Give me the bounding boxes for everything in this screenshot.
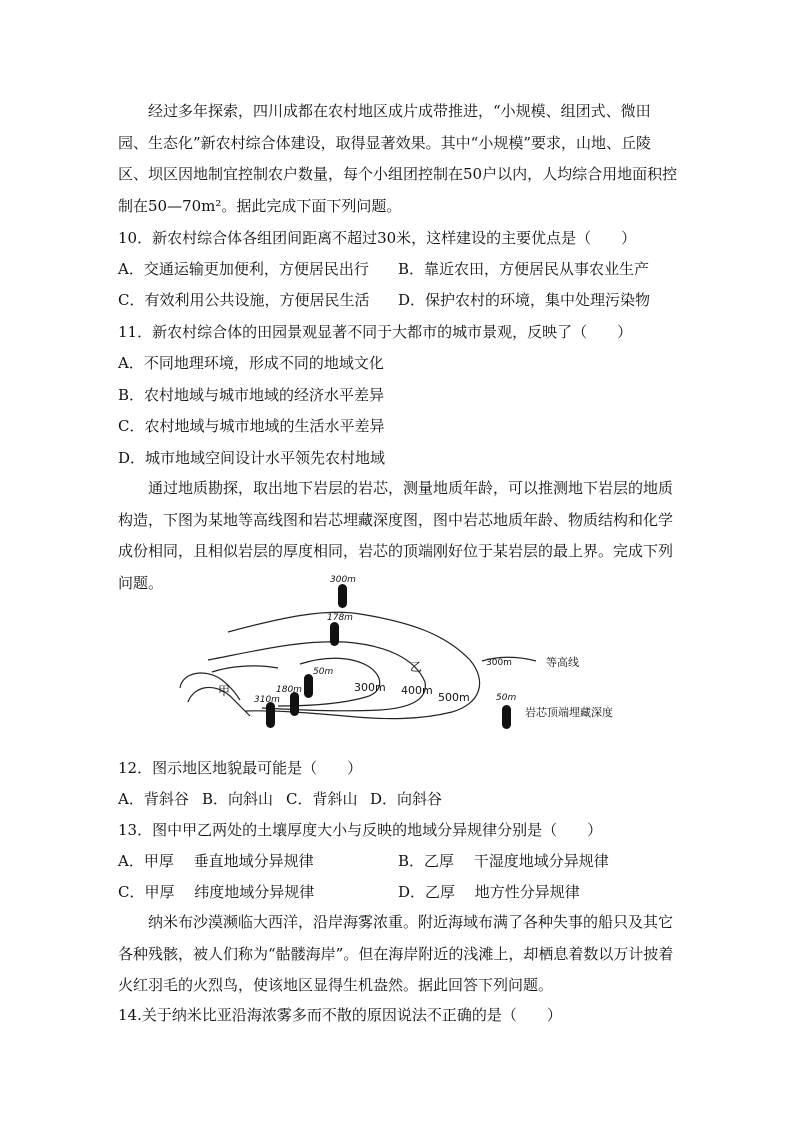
question-13-option-a[interactable]: A．甲厚 垂直地域分异规律 (118, 852, 314, 870)
question-11-stem: 11．新农村综合体的田园景观显著不同于大都市的城市景观，反映了（ ） (118, 323, 633, 341)
legend-contour-sample: 300m (486, 658, 512, 668)
question-12-option-c[interactable]: C．背斜山 (286, 790, 358, 808)
question-10-option-b[interactable]: B．靠近农田，方便居民从事农业生产 (398, 260, 650, 278)
question-13-stem: 13．图中甲乙两处的土壤厚度大小与反映的地域分异规律分别是（ ） (118, 821, 603, 839)
contour-core-figure (170, 570, 640, 740)
question-11-option-b[interactable]: B．农村地域与城市地域的经济水平差异 (118, 386, 385, 404)
place-label-jia: 甲 (218, 684, 231, 698)
question-13-option-b[interactable]: B．乙厚 干湿度地域分异规律 (398, 852, 609, 870)
core-sample-3 (304, 674, 313, 698)
core-label-5: 310m (254, 695, 280, 705)
legend-core-text: 岩芯顶端埋藏深度 (525, 706, 613, 719)
question-10-option-c[interactable]: C．有效利用公共设施，方便居民生活 (118, 291, 370, 309)
contour-label-500: 500m (438, 691, 470, 704)
question-12-option-b[interactable]: B．向斜山 (202, 790, 274, 808)
legend-core-sample: 50m (496, 693, 517, 703)
question-11-option-a[interactable]: A．不同地理环境，形成不同的地域文化 (118, 354, 384, 372)
question-13-option-c[interactable]: C．甲厚 纬度地域分异规律 (118, 883, 315, 901)
legend-contour-text: 等高线 (546, 656, 579, 669)
question-12-option-d[interactable]: D．向斜谷 (370, 790, 443, 808)
question-11-option-c[interactable]: C．农村地域与城市地域的生活水平差异 (118, 417, 385, 435)
question-10-option-d[interactable]: D．保护农村的环境，集中处理污染物 (398, 291, 651, 309)
core-label-2: 178m (327, 613, 353, 623)
core-sample-2 (330, 622, 339, 646)
core-sample-1 (338, 584, 347, 608)
core-sample-4 (290, 692, 299, 716)
contour-label-300: 300m (354, 681, 386, 694)
contour-map (170, 570, 640, 740)
core-sample-5 (266, 702, 275, 728)
legend-core-icon (502, 705, 511, 729)
core-label-4: 180m (276, 685, 302, 695)
passage-2: 通过地质勘探，取出地下岩层的岩芯，测量地质年龄，可以推测地下岩层的地质构造，下图为某地等高线图和岩芯埋藏深度图，图中岩芯地质年龄、物质结构和化学成份相同，且相似岩层的厚度相同，岩芯的顶端刚好位于某岩层的最上界。完成下列问题。 (118, 479, 674, 592)
passage-3: 纳米布沙漠濒临大西洋，沿岸海雾浓重。附近海域布满了各种失事的船只及其它各种残骸，被人们称为“骷髅海岸”。但在海岸附近的浅滩上，却栖息着数以万计披着火红羽毛的火烈鸟，使该地区显得生机盎然。据此回答下列问题。 (118, 913, 674, 994)
question-10-stem: 10．新农村综合体各组团间距离不超过30米，这样建设的主要优点是（ ） (118, 229, 637, 247)
core-label-1: 300m (330, 575, 356, 585)
question-11-option-d[interactable]: D．城市地域空间设计水平领先农村地域 (118, 449, 386, 467)
passage-1: 经过多年探索，四川成都在农村地区成片成带推进，“小规模、组团式、微田园、生态化”新农村综合体建设，取得显著效果。其中“小规模”要求，山地、丘陵区、坝区因地制宜控制农户数量，每个小组团控制在50户以内，人均综合用地面积控制在50—70m²。据此完成下面下列问题。 (118, 102, 678, 215)
question-10-option-a[interactable]: A．交通运输更加便利，方便居民出行 (118, 260, 369, 278)
question-14-stem: 14.关于纳米比亚沿海浓雾多而不散的原因说法不正确的是（ ） (118, 1006, 562, 1024)
place-label-yi: 乙 (410, 660, 423, 674)
contour-line-west-1 (212, 666, 278, 672)
question-13-option-d[interactable]: D．乙厚 地方性分异规律 (398, 883, 580, 901)
question-12-stem: 12．图示地区地貌最可能是（ ） (118, 759, 363, 777)
contour-label-400: 400m (401, 684, 433, 697)
contour-line-west-2 (180, 673, 240, 700)
legend (482, 655, 613, 729)
question-12-option-a[interactable]: A．背斜谷 (118, 790, 189, 808)
core-label-3: 50m (313, 667, 334, 677)
